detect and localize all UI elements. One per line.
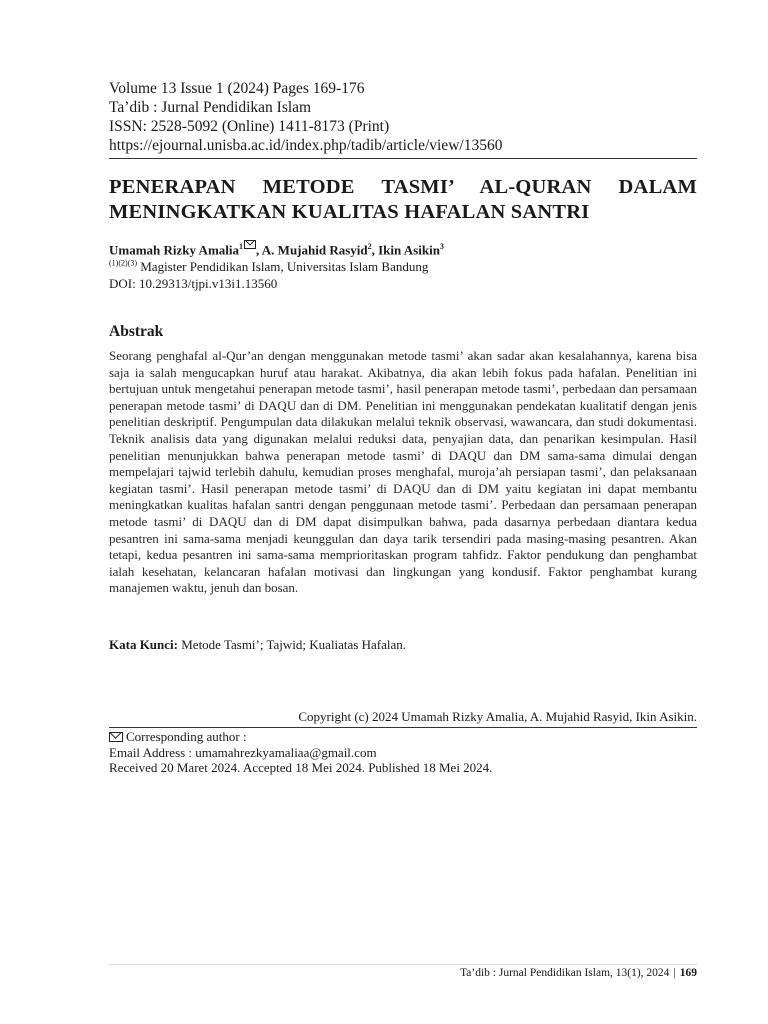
keywords-text: Metode Tasmi’; Tajwid; Kualiatas Hafalan. <box>181 637 407 652</box>
journal-name: Ta’dib : Jurnal Pendidikan Islam <box>109 99 312 116</box>
author-1-sup: 1 <box>239 242 243 251</box>
footer-divider <box>109 964 697 965</box>
title-line-1: PENERAPAN METODE TASMI’ AL-QURAN DALAM <box>109 176 697 198</box>
affiliation-sup: (1)(2)(3) <box>109 259 137 268</box>
author-2-sup: 2 <box>367 242 372 251</box>
footer-separator: | <box>673 967 676 979</box>
publication-dates: Received 20 Maret 2024. Accepted 18 Mei 2024. Published 18 Mei 2024. <box>109 760 493 775</box>
corresponding-author <box>109 729 697 745</box>
issn-info: ISSN: 2528-5092 (Online) 1411-8173 (Print) <box>109 118 390 135</box>
envelope-icon <box>109 732 123 742</box>
page-number: 169 <box>679 967 697 979</box>
envelope-icon <box>244 240 256 249</box>
author-2: A. Mujahid Rasyid <box>261 242 368 258</box>
affiliation-text: Magister Pendidikan Islam, Universitas Islam Bandung <box>140 259 429 275</box>
author-1: Umamah Rizky Amalia <box>109 242 239 258</box>
page-footer <box>460 966 697 980</box>
title-line-2: MENINGKATKAN KUALITAS HAFALAN SANTRI <box>109 201 590 223</box>
keywords-label: Kata Kunci: <box>109 637 178 652</box>
doi[interactable]: DOI: 10.29313/tjpi.v13i1.13560 <box>109 276 278 292</box>
author-3: Ikin Asikin <box>378 242 440 258</box>
author-block <box>109 240 697 292</box>
volume-info: Volume 13 Issue 1 (2024) Pages 169-176 <box>109 80 365 97</box>
email-address[interactable]: Email Address : umamahrezkyamaliaa@gmail.com <box>109 744 377 760</box>
copyright-divider <box>109 727 697 728</box>
copyright-notice: Copyright (c) 2024 Umamah Rizky Amalia, A. Mujahid Rasyid, Ikin Asikin. <box>298 709 697 724</box>
article-url[interactable]: https://ejournal.unisba.ac.id/index.php/tadib/article/view/13560 <box>109 137 503 154</box>
author-3-sup: 3 <box>439 242 444 251</box>
correspondence-block <box>109 729 697 776</box>
keywords <box>109 637 697 653</box>
corresponding-label: Corresponding author : <box>126 729 247 744</box>
author-names: Umamah Rizky Amalia$^1$ , A. Mujahid Rasyid$^2$, Ikin Asikin$^3$ <box>109 242 444 258</box>
abstract-heading: Abstrak <box>109 323 164 340</box>
abstract-body: Seorang penghafal al-Qur’an dengan menggunakan metode tasmi’ akan sadar akan kesalahannya, karena bisa saja ia salah mengucapkan huruf atau harakat. Akibatnya, dia akan lebih fokus pada hafalan. Penelitian ini bertujuan untuk mengetahui penerapan metode tasmi’, hasil penerapan metode tasmi’, perbedaan dan persamaan penerapan metode tasmi’ di DAQU dan di DM. Penelitian ini menggunakan pendekatan kualitatif dengan jenis penelitian deskriptif. Pengumpulan data dilakukan melalui teknik observasi, wawancara, dan studi dokumentasi. Teknik analisis data yang digunakan melalui reduksi data, penyajian data, dan penarikan kesimpulan. Hasil penelitian menunjukkan bahwa penerapan metode tasmi’ di DAQU dan DM sama-sama dimulai dengan mempelajari tajwid terlebih dahulu, kemudian proses menghafal, muroja’ah persiapan tasmi’, dan pelaksanaan kegiatan tasmi’. Hasil penerapan metode tasmi’ di DAQU dan di DM yaitu kegiatan ini dapat membantu meningkatkan kualitas hafalan santri dengan penggunaan metode tasmi’. Perbedaan dan persamaan penerapan metode tasmi’ di DAQU dan di DM dapat disimpulkan bahwa, pada dasarnya perbedaan diantara kedua pesantren ini sama-sama menjadi keunggulan dan daya tarik tersendiri pada masing-masing pesantren. Akan tetapi, kedua pesantren ini sama-sama memprioritaskan program tahfidz. Faktor pendukung dan penghambat ialah kesehatan, kelancaran hafalan motivasi dan lingkungan yang kondusif. Faktor penghambat kurang manajemen waktu, jenuh dan bosan. <box>109 348 697 596</box>
article-title <box>109 175 697 225</box>
footer-citation: Ta’dib : Jurnal Pendidikan Islam, 13(1), 2024 <box>460 967 670 979</box>
journal-masthead <box>109 79 697 155</box>
header-divider <box>109 158 697 159</box>
affiliation <box>109 258 697 275</box>
